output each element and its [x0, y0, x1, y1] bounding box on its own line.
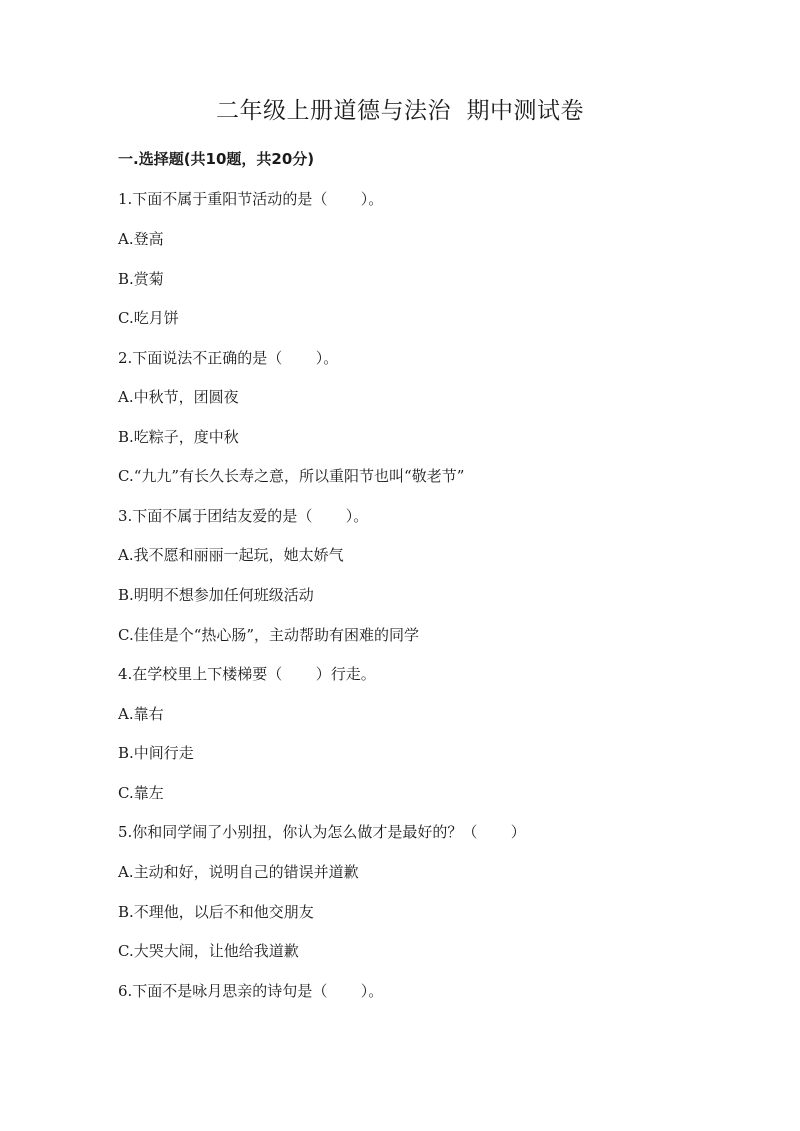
question-3-stem: 3.下面不属于团结友爱的是（ ）。 [118, 507, 369, 525]
question-1-stem: 1.下面不属于重阳节活动的是（ ）。 [118, 190, 384, 208]
question-6-stem: 6.下面不是咏月思亲的诗句是（ ）。 [118, 982, 384, 1000]
question-4-stem: 4.在学校里上下楼梯要（ ）行走。 [118, 665, 376, 683]
question-4-option-c: C.靠左 [118, 784, 164, 802]
question-4-option-a: A.靠右 [118, 705, 164, 723]
question-5-option-a: A.主动和好，说明自己的错误并道歉 [118, 863, 359, 881]
question-2-option-b: B.吃粽子，度中秋 [118, 428, 239, 446]
question-2-option-a: A.中秋节，团圆夜 [118, 388, 239, 406]
question-3-option-b: B.明明不想参加任何班级活动 [118, 586, 314, 604]
question-1-option-b: B.赏菊 [118, 270, 164, 288]
question-5-option-c: C.大哭大闹，让他给我道歉 [118, 942, 299, 960]
page-title: 二年级上册道德与法治 期中测试卷 [215, 98, 585, 124]
question-3-option-c: C.佳佳是个“热心肠”，主动帮助有困难的同学 [118, 626, 420, 644]
question-1-option-a: A.登高 [118, 230, 164, 248]
question-1-option-c: C.吃月饼 [118, 309, 179, 327]
question-5-option-b: B.不理他，以后不和他交朋友 [118, 903, 314, 921]
question-3-option-a: A.我不愿和丽丽一起玩，她太娇气 [118, 546, 344, 564]
question-2-stem: 2.下面说法不正确的是（ ）。 [118, 349, 339, 367]
section-heading: 一.选择题(共10题，共20分) [118, 150, 315, 168]
question-2-option-c: C.“九九”有长久长寿之意，所以重阳节也叫“敬老节” [118, 467, 465, 485]
question-4-option-b: B.中间行走 [118, 744, 194, 762]
question-5-stem: 5.你和同学闹了小别扭，你认为怎么做才是最好的？（ ） [118, 823, 526, 841]
